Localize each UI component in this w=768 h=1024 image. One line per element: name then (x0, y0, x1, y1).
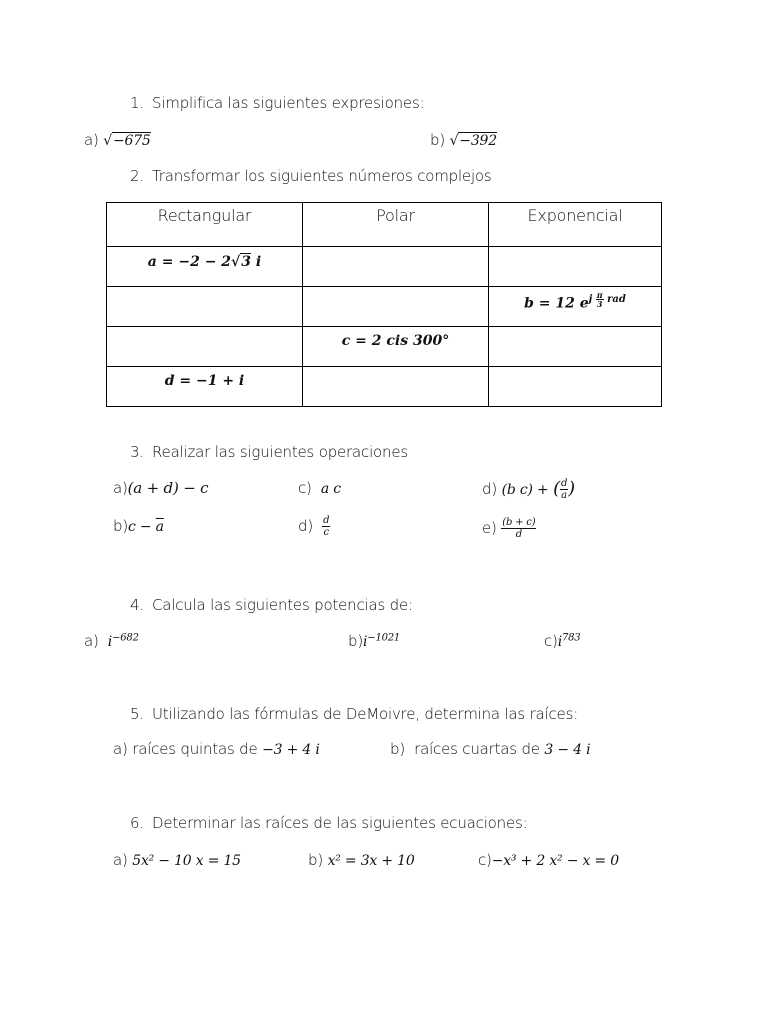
q2-number: 2. (130, 167, 144, 185)
q3-item-b (113, 517, 164, 535)
q4-b-expr (363, 634, 400, 650)
q5-item-b (390, 740, 590, 758)
q6-b-label: b) (308, 851, 323, 869)
q3-d1-paren-close: ) (568, 478, 575, 499)
q1-item-a (84, 131, 151, 149)
q3-number: 3. (130, 443, 144, 461)
q3-a-rest: − c (178, 479, 209, 497)
cell-b-exp (489, 287, 662, 327)
q1-title: Simplifica las siguientes expresiones: (152, 94, 425, 112)
q3-e-num: (b + c) (502, 517, 536, 528)
b-exp-j: j (588, 294, 593, 305)
q3-d2-frac (322, 515, 330, 538)
q1-a-label: a) (84, 131, 99, 149)
a-rect-post: i (251, 254, 262, 270)
q5-heading (130, 705, 578, 723)
q3-b-pre: c − (127, 519, 156, 535)
q4-c-expr (558, 634, 581, 650)
q3-d2-den: c (323, 527, 329, 538)
q3-c-expr: a c (320, 481, 341, 497)
q3-d1-expr: (b c) + (501, 482, 549, 498)
q4-c-label: c) (544, 632, 558, 650)
q3-d1-label: d) (482, 480, 497, 498)
cell-d-polar (303, 367, 489, 407)
q1-a-radicand: −675 (112, 133, 151, 149)
q3-d2-num: d (323, 515, 330, 526)
q1-item-b (430, 131, 497, 149)
cell-d-exp (489, 367, 662, 407)
q3-d1-num: d (560, 478, 568, 489)
q5-a-text: raíces quintas de (132, 740, 258, 758)
cell-a-polar (303, 247, 489, 287)
table-row (107, 367, 662, 407)
b-exp-power (588, 290, 626, 309)
cell-c-rect (107, 327, 303, 367)
q3-d1-paren-open: ( (553, 478, 560, 499)
q4-a-exp: −682 (112, 632, 139, 644)
q5-a-label: a) (113, 740, 128, 758)
a-rect-expr: a = −2 − 2√3 i (147, 254, 262, 270)
q6-item-b (308, 851, 415, 869)
q4-b-label: b) (348, 632, 363, 650)
q3-a-label: a) (113, 479, 128, 497)
a-rect-radicand: 3 (241, 254, 251, 270)
q6-number: 6. (130, 814, 144, 832)
cell-b-rect (107, 287, 303, 327)
q5-title: Utilizando las fórmulas de DeMoivre, determina las raíces: (152, 705, 579, 723)
b-exp-frac (596, 291, 604, 308)
cell-d-rect (107, 367, 303, 407)
q3-item-c (298, 479, 341, 497)
b-exp-unit: rad (607, 294, 626, 305)
d-rect-expr: d = −1 + i (164, 373, 245, 389)
table-row (107, 327, 662, 367)
q4-a-expr (108, 634, 139, 650)
q4-b-exp: −1021 (367, 632, 401, 644)
q3-d1-frac (560, 478, 568, 501)
q4-c-exp: 783 (561, 632, 581, 644)
q3-b-bar: $\overline{a}$ (155, 519, 164, 535)
q3-e-den: d (515, 529, 522, 540)
b-exp-den: 3 (596, 299, 603, 309)
cell-c-polar (303, 327, 489, 367)
q3-c-label: c) (298, 479, 312, 497)
q1-heading (130, 94, 424, 112)
q2-title: Transformar los siguientes números complejos (152, 167, 492, 185)
q6-item-a (113, 851, 241, 869)
table-row (107, 247, 662, 287)
q3-item-a (113, 479, 208, 497)
q1-b-label: b) (430, 131, 445, 149)
b-exp-base: b = 12 e (524, 295, 589, 312)
c-polar-expr: c = 2 cis 300° (341, 333, 450, 349)
conversion-table (106, 202, 662, 407)
q6-c-label: c) (478, 851, 492, 869)
q3-item-d1 (482, 478, 575, 501)
q1-a-expr: √−675 (103, 133, 151, 149)
q4-title: Calcula las siguientes potencias de: (152, 596, 413, 614)
q3-a-expr (128, 479, 209, 497)
q6-item-c (478, 851, 619, 869)
q6-c-expr: −x³ + 2 x² − x = 0 (491, 853, 619, 869)
cell-c-exp (489, 327, 662, 367)
q3-item-d2 (298, 515, 330, 538)
q5-number: 5. (130, 705, 144, 723)
a-rect-pre: a = −2 − 2 (147, 254, 232, 270)
q1-number: 1. (130, 94, 144, 112)
q4-b-base: i (362, 634, 368, 650)
cell-a-exp (489, 247, 662, 287)
q4-number: 4. (130, 596, 144, 614)
q6-a-label: a) (113, 851, 128, 869)
q6-a-expr: 5x² − 10 x = 15 (132, 853, 241, 869)
b-exp-num: π (596, 290, 603, 300)
q6-title: Determinar las raíces de las siguientes ecuaciones: (152, 814, 528, 832)
q5-item-a (113, 740, 320, 758)
q3-e-frac (501, 517, 536, 540)
b-exp-expr (489, 287, 661, 312)
header-polar: Polar (303, 203, 489, 247)
q3-item-e (482, 517, 536, 540)
q3-d2-label: d) (298, 517, 313, 535)
q5-b-expr: 3 − 4 i (544, 742, 591, 758)
q5-a-expr: −3 + 4 i (262, 742, 320, 758)
q3-b-expr (128, 519, 164, 535)
q4-heading (130, 596, 413, 614)
q4-item-a (84, 632, 139, 650)
q3-d1-den: a (561, 490, 567, 501)
q3-a-paren: (a + d) (127, 479, 179, 497)
cell-a-rect (107, 247, 303, 287)
q4-item-b (348, 632, 400, 650)
header-exponential: Exponencial (489, 203, 662, 247)
q6-heading (130, 814, 527, 832)
q3-heading (130, 443, 408, 461)
q4-a-label: a) (84, 632, 99, 650)
q6-b-expr: x² = 3x + 10 (327, 853, 415, 869)
q1-b-expr: √−392 (449, 133, 497, 149)
q4-item-c (544, 632, 580, 650)
q2-heading (130, 167, 492, 185)
q3-b-label: b) (113, 517, 128, 535)
q4-c-base: i (557, 634, 562, 650)
q4-a-base: i (107, 634, 113, 650)
q1-b-radicand: −392 (459, 133, 497, 149)
q3-e-label: e) (482, 519, 497, 537)
table-header-row (107, 203, 662, 247)
q5-b-label: b) (390, 740, 405, 758)
q5-b-text: raíces cuartas de (414, 740, 540, 758)
q3-title: Realizar las siguientes operaciones (152, 443, 408, 461)
table-row (107, 287, 662, 327)
cell-b-polar (303, 287, 489, 327)
header-rectangular: Rectangular (107, 203, 303, 247)
